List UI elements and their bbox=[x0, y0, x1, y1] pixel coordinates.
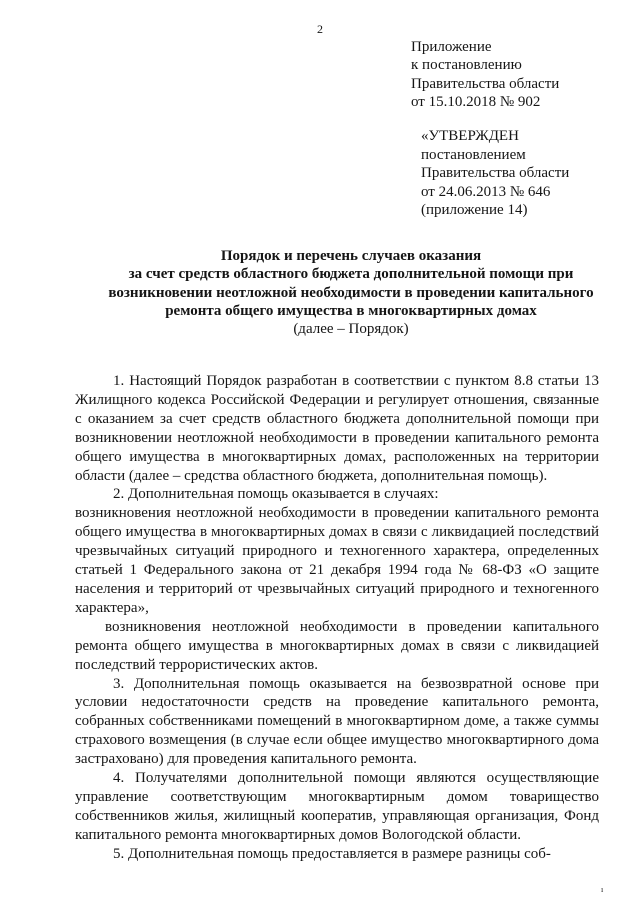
title-subline: (далее – Порядок) bbox=[293, 321, 409, 338]
approved-line: от 24.06.2013 № 646 bbox=[421, 183, 551, 200]
approved-line: Правительства области bbox=[421, 165, 570, 181]
approved-line: «УТВЕРЖДЕН bbox=[421, 128, 519, 144]
title-line: Порядок и перечень случаев оказания bbox=[220, 248, 482, 264]
paragraph-3: 3. Дополнительная помощь оказывается на безвозвратной основе при условии недостаточности средств на проведение капитального ремонта, собранных собственниками помещений в многоквартирном доме, а также суммы страхового возмещения (в случае если общее имущество многоквартирного дома застраховано) для проведения капитального ремонта. bbox=[75, 675, 599, 768]
paragraph-2-case-b: возникновения неотложной необходимости в проведении капитального ремонта общего имущества в многоквартирных домах в связи с ликвидацией последствий террористических актов. bbox=[75, 618, 599, 673]
approved-line: постановлением bbox=[421, 146, 526, 163]
approved-line: (приложение 14) bbox=[421, 202, 528, 218]
appendix-line: Приложение bbox=[411, 39, 492, 55]
appendix-line: Правительства области bbox=[411, 75, 560, 92]
title-line: возникновении неотложной необходимости в проведении капитального bbox=[108, 284, 594, 301]
title-line: за счет средств областного бюджета дополнительной помощи при bbox=[128, 266, 574, 283]
appendix-header bbox=[411, 38, 559, 111]
approved-stamp-block bbox=[421, 127, 569, 220]
appendix-line: к постановлению bbox=[411, 57, 522, 74]
page-number: 2 bbox=[317, 22, 323, 36]
appendix-line: от 15.10.2018 № 902 bbox=[411, 93, 541, 110]
scan-edge-mark: ı bbox=[601, 885, 604, 894]
document-body bbox=[75, 372, 599, 864]
paragraph-2: 2. Дополнительная помощь оказывается в случаях: bbox=[113, 486, 439, 503]
paragraph-1: 1. Настоящий Порядок разработан в соответствии с пунктом 8.8 статьи 13 Жилищного кодекса Российской Федерации и регулирует отношения, связанные с оказанием за счет средств областного бюджета дополнительной помощи при возникновении неотложной необходимости в проведении капитального ремонта общего имущества в многоквартирных домах, расположенных на территории области (далее – средства областного бюджета, дополнительная помощь). bbox=[75, 373, 599, 484]
title-line: ремонта общего имущества в многоквартирных домах bbox=[165, 302, 537, 319]
paragraph-5: 5. Дополнительная помощь предоставляется в размере разницы соб- bbox=[113, 845, 551, 862]
paragraph-2-case-a: возникновения неотложной необходимости в проведении капитального ремонта общего имущества в многоквартирных домах в связи с ликвидацией последствий чрезвычайных ситуаций природного и техногенного характера, определенных статьей 1 Федерального закона от 21 декабря 1994 года № 68-ФЗ «О защите населения и территорий от чрезвычайных ситуаций природного и техногенного характера», bbox=[75, 505, 599, 616]
document-title bbox=[40, 247, 640, 338]
paragraph-4: 4. Получателями дополнительной помощи являются осуществляющие управление соответствующим многоквартирным домом товарищество собственников жилья, жилищный кооператив, управляющая организация, Фонд капитального ремонта многоквартирных домов Вологодской области. bbox=[75, 770, 599, 843]
